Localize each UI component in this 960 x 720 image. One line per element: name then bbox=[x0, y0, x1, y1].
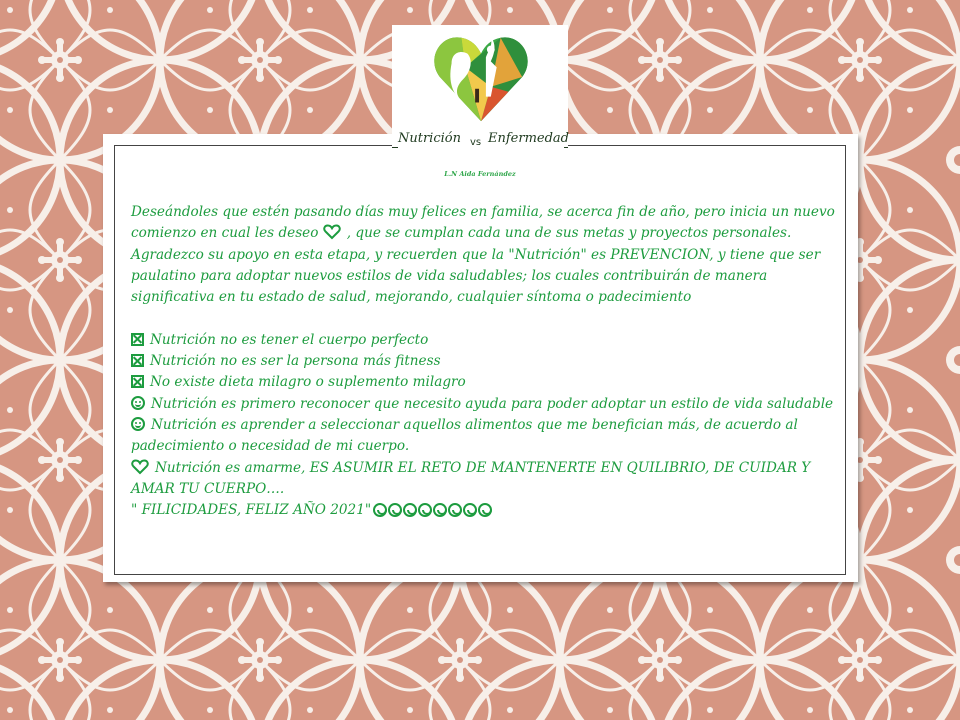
closing-line bbox=[131, 500, 841, 524]
cross-mark-box-icon bbox=[131, 333, 144, 346]
party-emoji-row bbox=[373, 503, 493, 524]
list-item-text: Nutrición es primero reconocer que necesito ayuda para poder adoptar un estilo de vida saludable bbox=[151, 395, 834, 412]
list-item bbox=[131, 394, 841, 415]
grinning-face-icon bbox=[478, 503, 492, 517]
logo-word-vs: vs bbox=[470, 137, 482, 148]
list-item bbox=[131, 458, 841, 501]
party-face-icon bbox=[373, 503, 387, 517]
smiley-icon bbox=[131, 417, 145, 431]
list-item bbox=[131, 330, 841, 351]
message-body bbox=[131, 202, 841, 524]
list-item bbox=[131, 372, 841, 393]
party-face-icon bbox=[403, 503, 417, 517]
grinning-face-icon bbox=[463, 503, 477, 517]
logo bbox=[392, 25, 568, 151]
list-item-text: Nutrición no es ser la persona más fitness bbox=[150, 353, 441, 370]
list-item bbox=[131, 415, 841, 458]
intro-paragraph bbox=[131, 202, 841, 308]
party-face-icon bbox=[418, 503, 432, 517]
smiley-icon bbox=[131, 396, 145, 410]
list-item bbox=[131, 351, 841, 372]
logo-title bbox=[392, 131, 568, 151]
intro-text-part-2: , que se cumplan cada una de sus metas y proyectos personales. Agradezco su apoyo en esta etapa, y recuerden que la "Nutrición" es PREVENCION, y tiene que ser paulatino para adoptar nuevos estilos de vida saludables; los cuales contribuirán de manera significativa en tu estado de salud, mejorando, cualquier síntoma o padecimiento bbox=[131, 225, 821, 306]
grinning-face-icon bbox=[448, 503, 462, 517]
list-item-text: Nutrición es amarme, ES ASUMIR EL RETO DE MANTENERTE EN QUILIBRIO, DE CUIDAR Y AMAR TU CUERPO…. bbox=[131, 459, 811, 497]
heart-fruit-logo-icon bbox=[430, 28, 532, 126]
cross-mark-box-icon bbox=[131, 354, 144, 367]
list-item-text: Nutrición no es tener el cuerpo perfecto bbox=[150, 331, 429, 348]
intro-text-part-1: Deseándoles que estén pasando días muy felices en familia, se acerca fin de año, pero inicia un nuevo comienzo en cual les deseo bbox=[131, 204, 835, 242]
heart-icon bbox=[131, 459, 149, 475]
logo-word-nutricion: Nutrición bbox=[398, 131, 461, 146]
list-item-text: No existe dieta milagro o suplemento milagro bbox=[150, 374, 466, 391]
heart-icon bbox=[323, 224, 341, 240]
cross-mark-box-icon bbox=[131, 375, 144, 388]
closing-text: " FILICIDADES, FELIZ AÑO 2021" bbox=[131, 502, 372, 519]
list-item-text: Nutrición es aprender a seleccionar aquellos alimentos que me benefician más, de acuerdo al padecimiento o necesidad de mi cuerpo. bbox=[131, 416, 798, 455]
grinning-face-icon bbox=[433, 503, 447, 517]
logo-word-enfermedad: Enfermedad bbox=[488, 131, 569, 146]
party-face-icon bbox=[388, 503, 402, 517]
author-name: L.N Aida Fernández bbox=[444, 170, 516, 178]
